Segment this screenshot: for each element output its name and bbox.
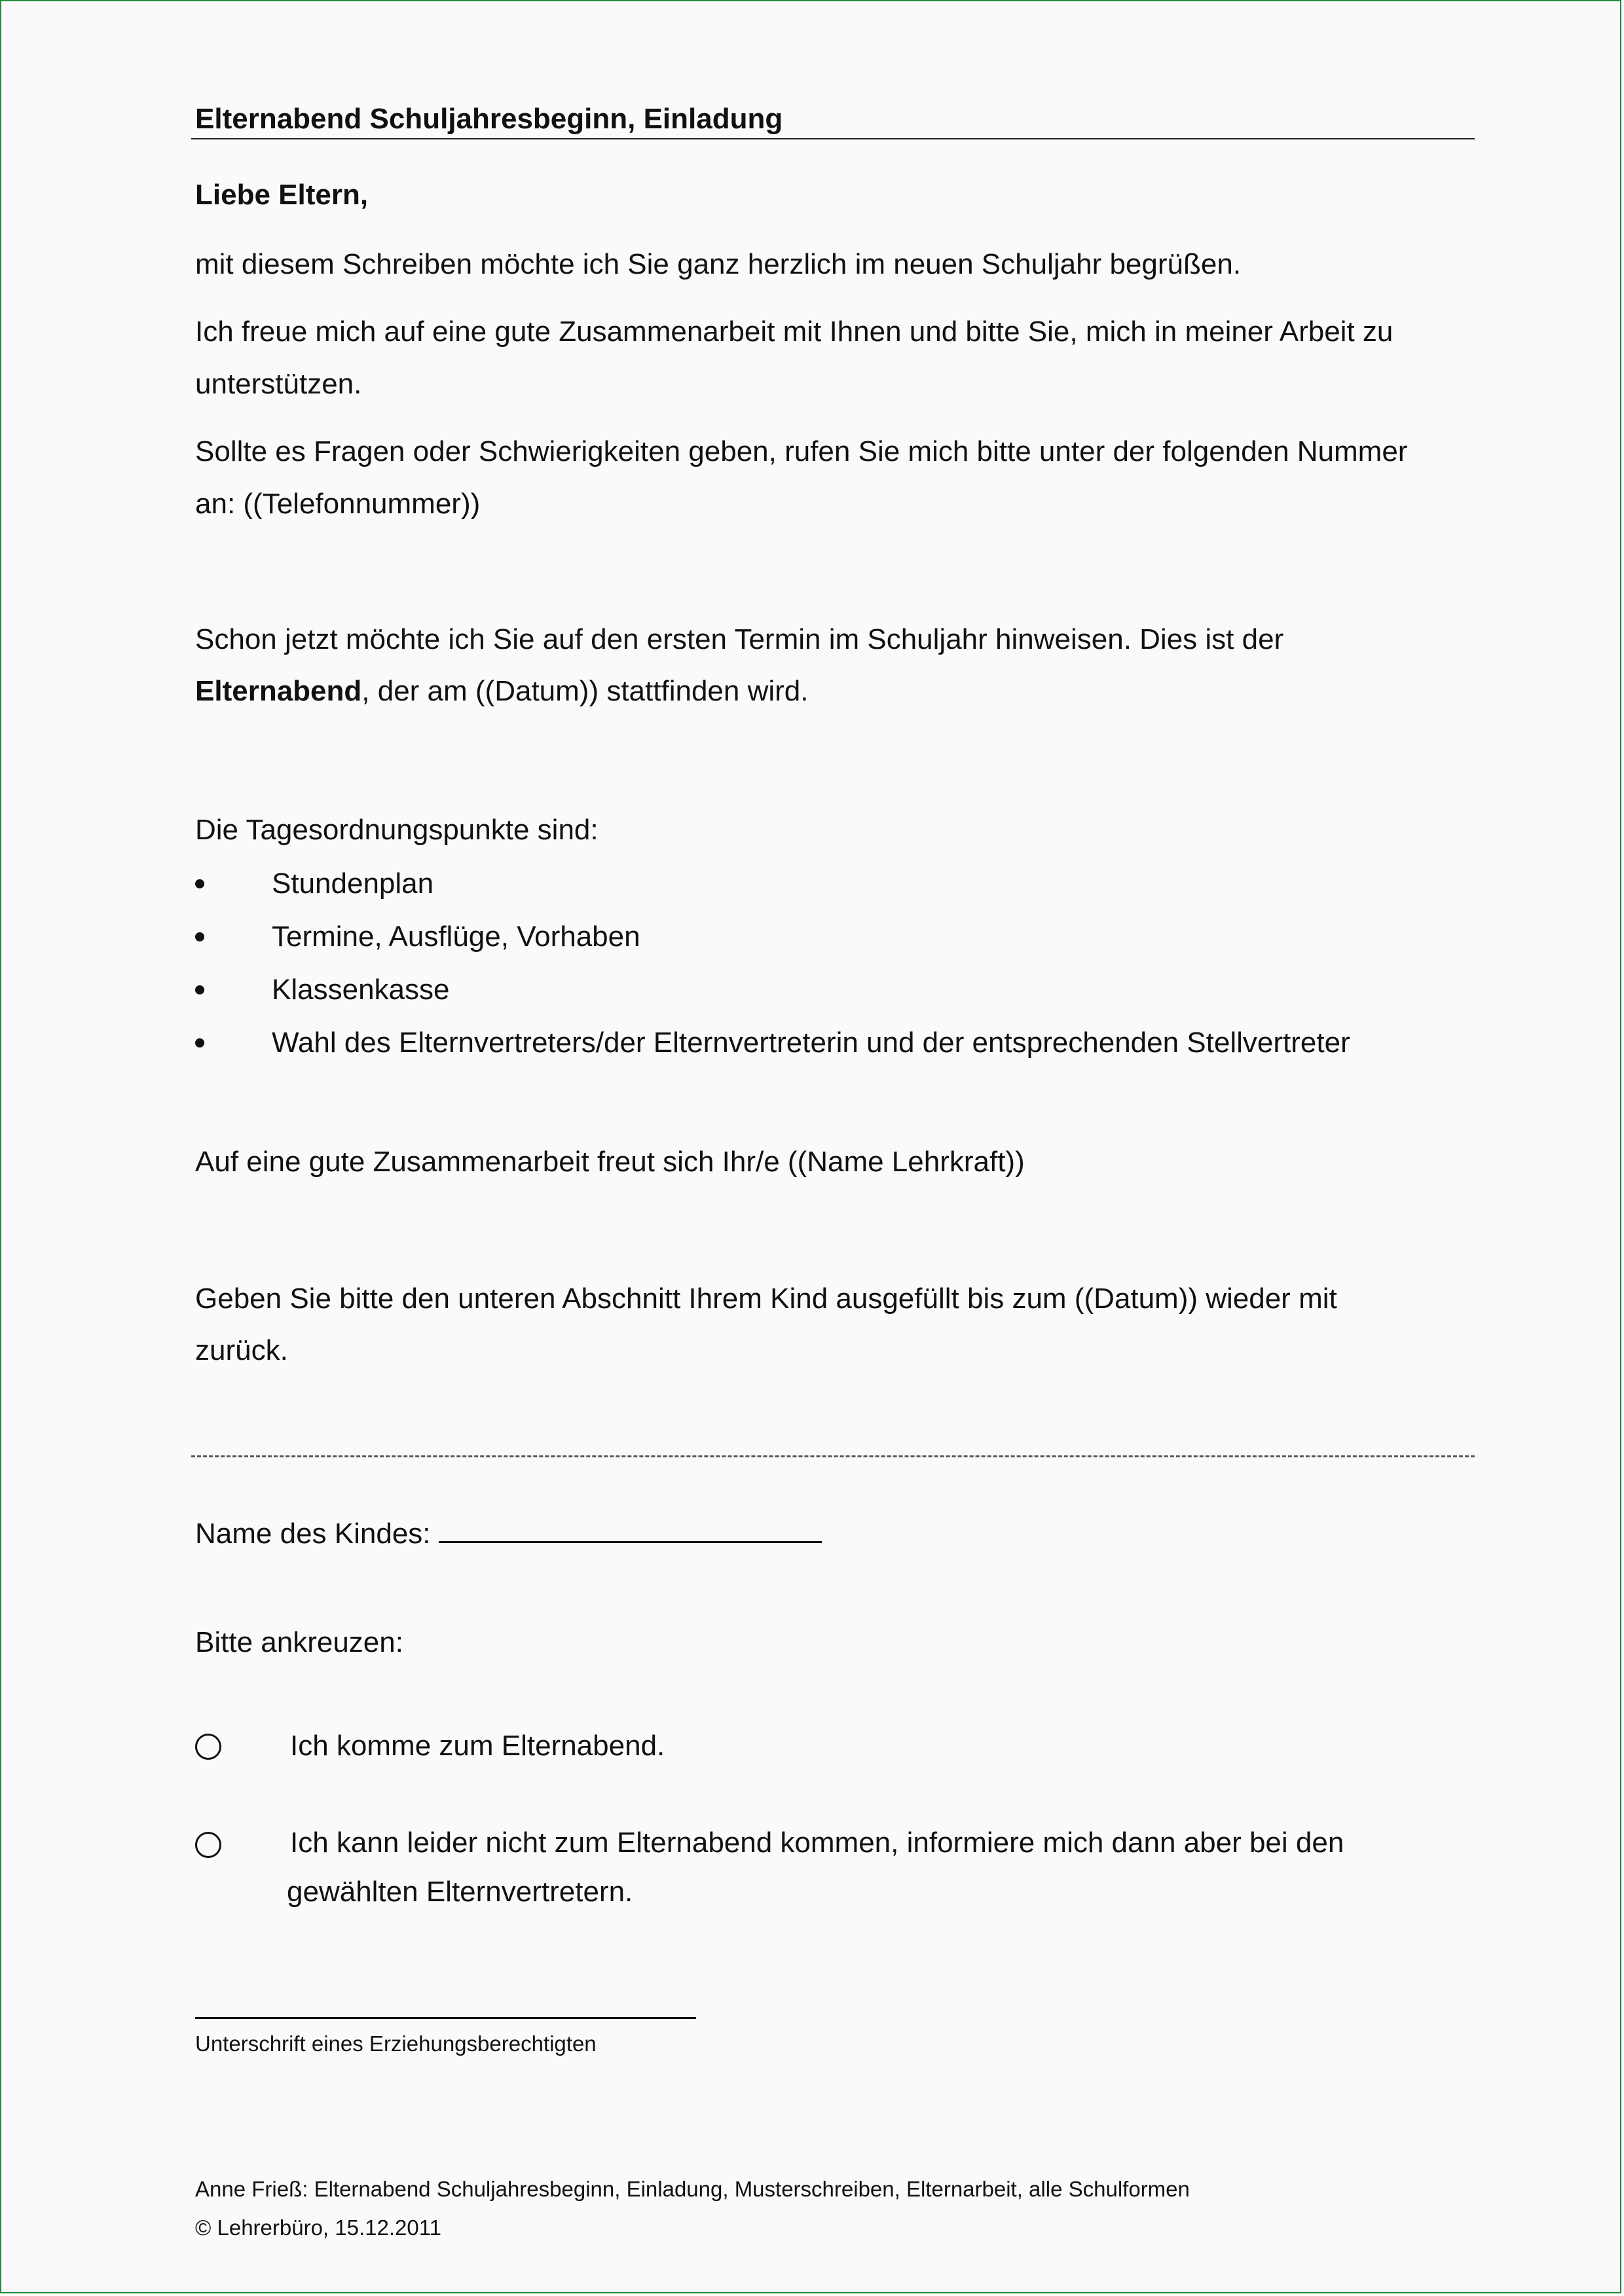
salutation: Liebe Eltern, <box>195 179 369 211</box>
paragraph-greeting: mit diesem Schreiben möchte ich Sie ganz herzlich im neuen Schuljahr begrüßen. <box>195 248 1242 280</box>
check-instruction: Bitte ankreuzen: <box>195 1626 403 1658</box>
footer-copyright: © Lehrerbüro, 15.12.2011 <box>195 2215 441 2240</box>
cut-line <box>191 1455 1475 1457</box>
list-item <box>1 864 1620 903</box>
document-title: Elternabend Schuljahresbeginn, Einladung <box>195 103 783 135</box>
signature-field[interactable] <box>195 2017 696 2019</box>
decline-radio[interactable] <box>195 1832 221 1858</box>
title-underline <box>191 138 1475 139</box>
decline-option-label-line1: Ich kann leider nicht zum Elternabend kommen, informiere mich dann aber bei den <box>290 1827 1344 1859</box>
list-item <box>1 1023 1620 1063</box>
child-name-label: Name des Kindes: <box>195 1518 431 1550</box>
agenda-intro: Die Tagesordnungspunkte sind: <box>195 814 599 846</box>
bullet-icon <box>195 879 204 888</box>
footer-source: Anne Frieß: Elternabend Schuljahresbeginn, Einladung, Musterschreiben, Elternarbeit, alle Schulformen <box>195 2177 1190 2201</box>
child-name-row <box>195 1508 822 1560</box>
return-instruction-line2: zurück. <box>195 1334 288 1366</box>
paragraph-date-line2 <box>195 665 808 718</box>
paragraph-date-rest: , der am ((Datum)) stattfinden wird. <box>361 675 809 707</box>
return-instruction-line1: Geben Sie bitte den unteren Abschnitt Ihrem Kind ausgefüllt bis zum ((Datum)) wieder mit <box>195 1283 1337 1315</box>
agenda-item-text: Termine, Ausflüge, Vorhaben <box>272 920 640 953</box>
paragraph-cooperation-line2: unterstützen. <box>195 368 362 400</box>
paragraph-date-line1: Schon jetzt möchte ich Sie auf den ersten Termin im Schuljahr hinweisen. Dies ist der <box>195 623 1284 655</box>
bullet-icon <box>195 985 204 994</box>
paragraph-cooperation-line1: Ich freue mich auf eine gute Zusammenarbeit mit Ihnen und bitte Sie, mich in meiner Arbeit zu <box>195 316 1393 348</box>
attend-option-label: Ich komme zum Elternabend. <box>290 1730 665 1762</box>
agenda-item-text: Stundenplan <box>272 867 434 900</box>
paragraph-phone-line2: an: ((Telefonnummer)) <box>195 488 481 520</box>
attend-radio[interactable] <box>195 1734 221 1760</box>
bullet-icon <box>195 932 204 941</box>
paragraph-phone-line1: Sollte es Fragen oder Schwierigkeiten geben, rufen Sie mich bitte unter der folgenden Nummer <box>195 435 1408 467</box>
decline-option-label-line2: gewählten Elternvertretern. <box>287 1876 633 1908</box>
elternabend-bold: Elternabend <box>195 675 362 707</box>
agenda-item-text: Klassenkasse <box>272 974 450 1006</box>
agenda-item-text: Wahl des Elternvertreters/der Elternvertreterin und der entsprechenden Stellvertreter <box>272 1027 1350 1059</box>
bullet-icon <box>195 1038 204 1048</box>
child-name-field[interactable] <box>439 1512 822 1543</box>
signature-label: Unterschrift eines Erziehungsberechtigten <box>195 2032 597 2056</box>
list-item <box>1 970 1620 1010</box>
list-item <box>1 917 1620 957</box>
closing-line: Auf eine gute Zusammenarbeit freut sich Ihr/e ((Name Lehrkraft)) <box>195 1146 1025 1178</box>
